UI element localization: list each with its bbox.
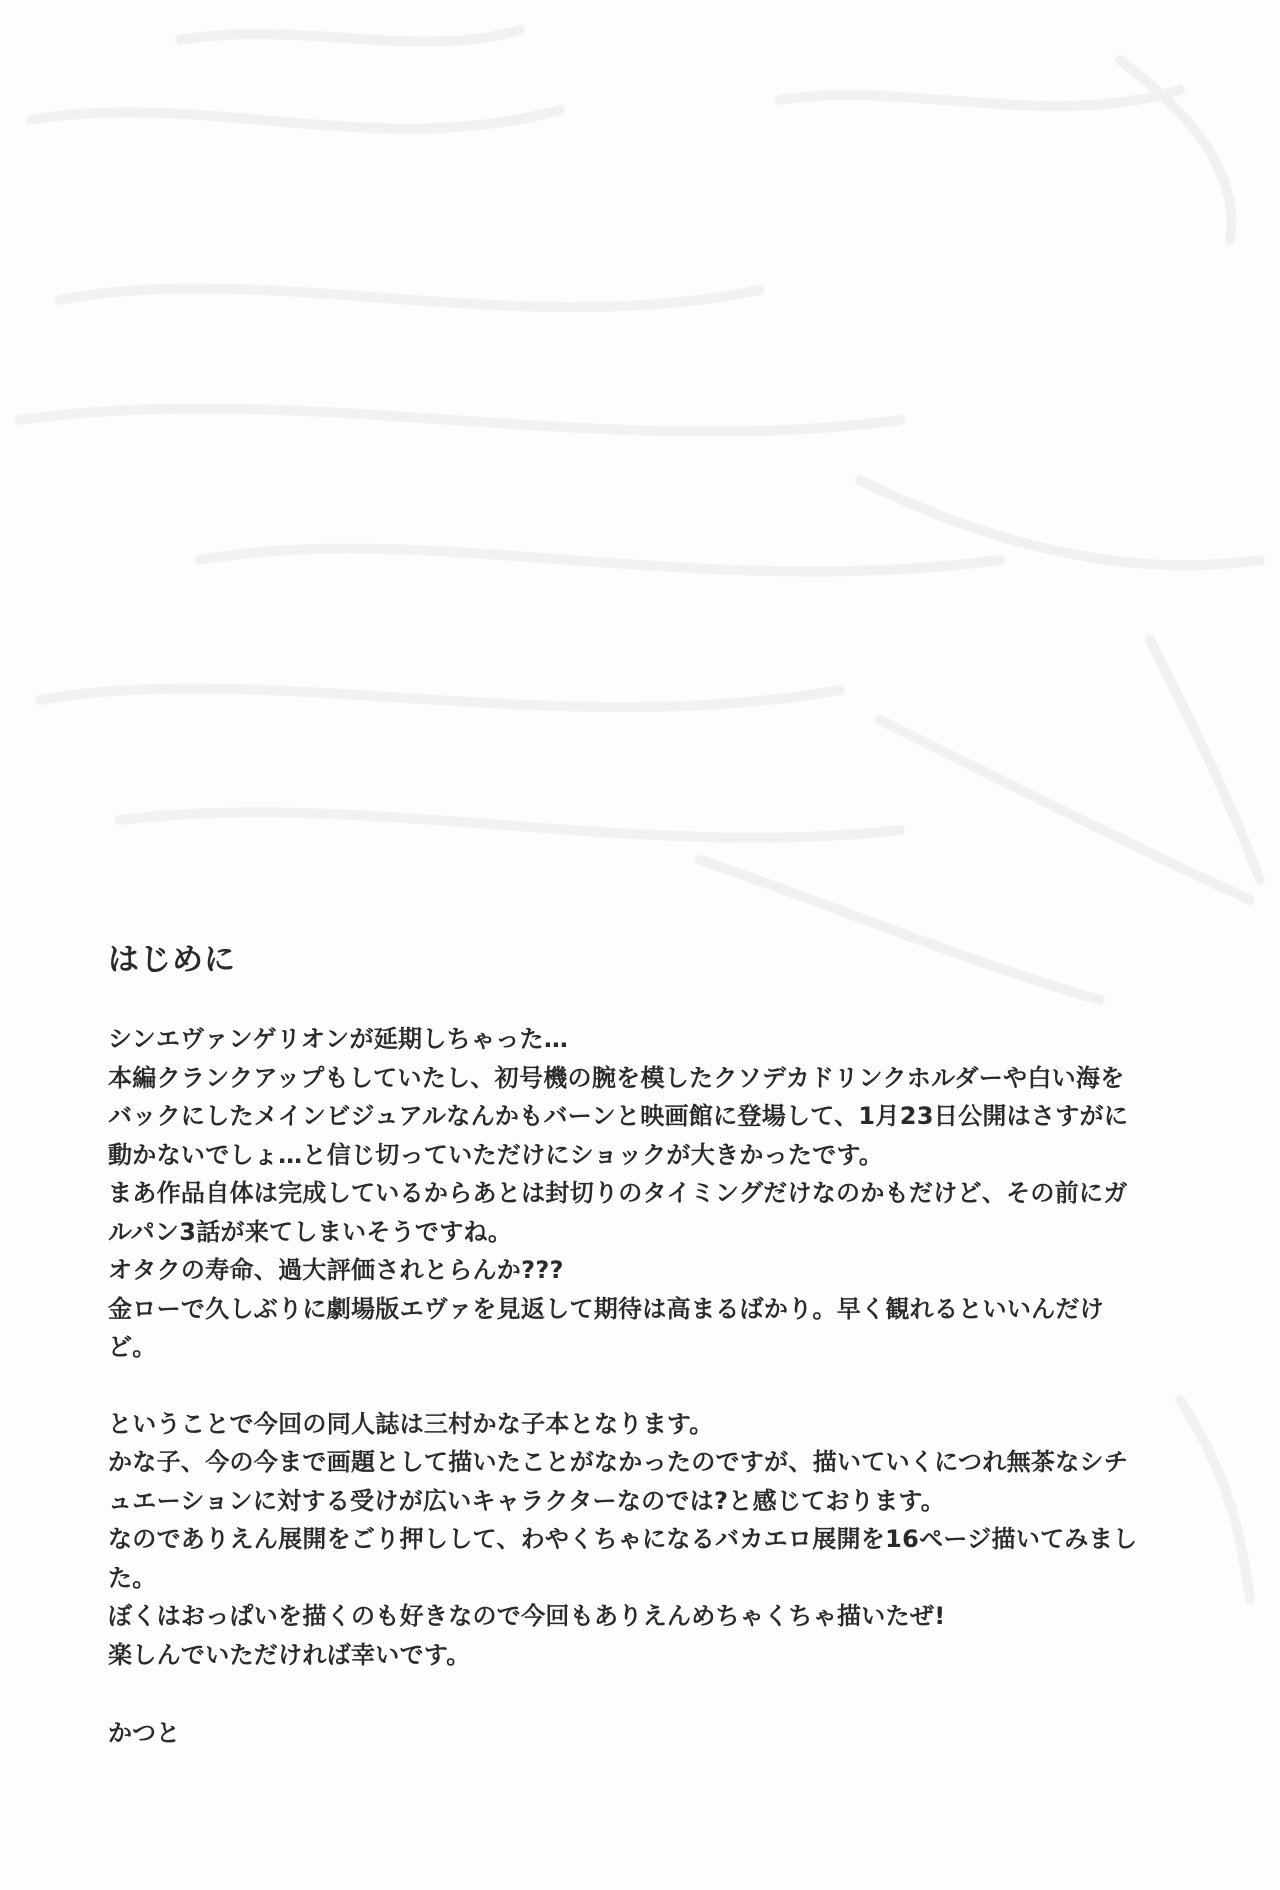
paragraph-2 bbox=[108, 1405, 1188, 1675]
text-line: た。 bbox=[108, 1563, 157, 1592]
text-line: シンエヴァンゲリオンが延期しちゃった… bbox=[108, 1025, 569, 1053]
text-line: オタクの寿命、過大評価されとらんか??? bbox=[108, 1256, 564, 1284]
text-line: ュエーションに対する受けが広いキャラクターなのでは?と感じております。 bbox=[108, 1486, 946, 1515]
text-line: まあ作品自体は完成しているからあとは封切りのタイミングだけなのかもだけど、その前にガ bbox=[108, 1179, 1128, 1207]
foreword-text-block bbox=[108, 940, 1188, 1752]
text-line: なのでありえん展開をごり押しして、わやくちゃになるバカエロ展開を16ページ描いてみまし bbox=[108, 1525, 1138, 1553]
text-line: 動かないでしょ…と信じ切っていただけにショックが大きかったです。 bbox=[108, 1140, 884, 1169]
text-line: 楽しんでいただければ幸いです。 bbox=[108, 1640, 471, 1669]
text-line: 本編クランクアップもしていたし、初号機の腕を模したクソデカドリンクホルダーや白い海を bbox=[108, 1063, 1125, 1092]
author-signature: かつと bbox=[108, 1719, 180, 1747]
paragraph-1 bbox=[108, 1020, 1188, 1367]
text-line: ぼくはおっぱいを描くのも好きなので今回もありえんめちゃくちゃ描いたぜ! bbox=[108, 1602, 946, 1630]
paragraph-gap bbox=[108, 1367, 1188, 1405]
text-line: ということで今回の同人誌は三村かな子本となります。 bbox=[108, 1409, 714, 1438]
page-title: はじめに bbox=[108, 942, 236, 978]
text-line: ど。 bbox=[108, 1333, 157, 1361]
text-line: かな子、今の今まで画題として描いたことがなかったのですが、描いていくにつれ無茶なシチ bbox=[108, 1448, 1129, 1476]
text-line: バックにしたメインビジュアルなんかもバーンと映画館に登場して、1月23日公開はさすがに bbox=[108, 1102, 1129, 1130]
text-line: ルパン3話が来てしまいそうですね。 bbox=[108, 1217, 513, 1246]
text-line: 金ローで久しぶりに劇場版エヴァを見返して期待は高まるばかり。早く観れるといいんだけ bbox=[108, 1294, 1105, 1323]
